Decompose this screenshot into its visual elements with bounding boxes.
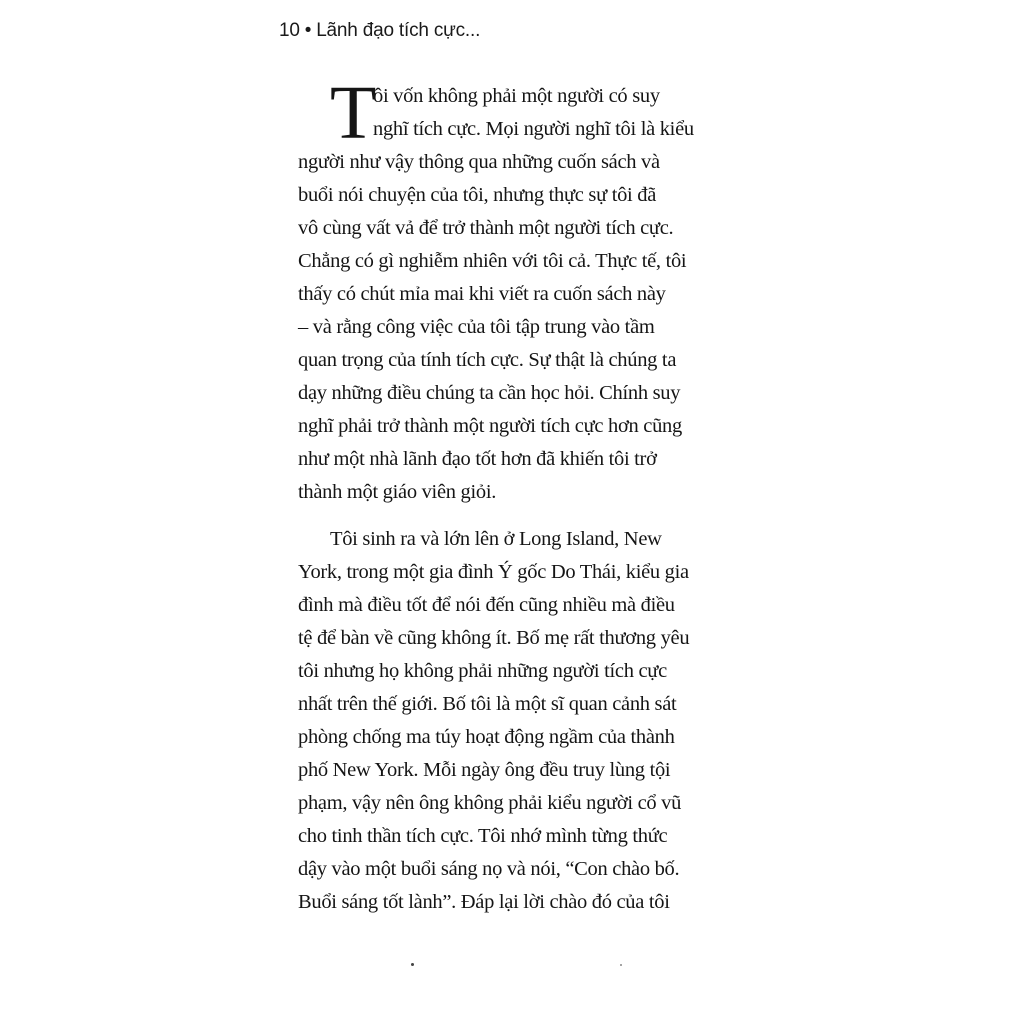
text-line: nghĩ phải trở thành một người tích cực hơn cũng bbox=[298, 415, 682, 437]
text-line: buổi nói chuyện của tôi, nhưng thực sự tôi đã bbox=[298, 184, 657, 206]
text-line: nhất trên thế giới. Bố tôi là một sĩ quan cảnh sát bbox=[298, 693, 677, 715]
text-line: dạy những điều chúng ta cần học hỏi. Chính suy bbox=[298, 382, 681, 404]
text-line: – và rằng công việc của tôi tập trung vào tầm bbox=[298, 316, 655, 338]
text-line: phạm, vậy nên ông không phải kiểu người cổ vũ bbox=[298, 792, 682, 814]
text-line: Tôi sinh ra và lớn lên ở Long Island, New bbox=[330, 528, 662, 550]
running-head bbox=[279, 20, 480, 42]
text-line: thấy có chút mỉa mai khi viết ra cuốn sách này bbox=[298, 283, 666, 305]
page-number: 10 bbox=[279, 20, 300, 41]
scan-speck bbox=[620, 964, 622, 966]
text-line: tôi nhưng họ không phải những người tích cực bbox=[298, 660, 667, 682]
chapter-title: Lãnh đạo tích cực... bbox=[316, 20, 481, 41]
text-line: Chẳng có gì nghiễm nhiên với tôi cả. Thực tế, tôi bbox=[298, 250, 687, 272]
text-line: phố New York. Mỗi ngày ông đều truy lùng tội bbox=[298, 759, 671, 781]
text-line: phòng chống ma túy hoạt động ngầm của thành bbox=[298, 726, 675, 748]
text-line: York, trong một gia đình Ý gốc Do Thái, kiểu gia bbox=[298, 561, 689, 583]
text-line: vô cùng vất vả để trở thành một người tích cực. bbox=[298, 217, 674, 239]
text-line: cho tinh thần tích cực. Tôi nhớ mình từng thức bbox=[298, 825, 668, 847]
text-line: như một nhà lãnh đạo tốt hơn đã khiến tôi trở bbox=[298, 448, 657, 470]
drop-cap: T bbox=[330, 71, 377, 155]
text-line: người như vậy thông qua những cuốn sách và bbox=[298, 151, 660, 173]
text-line: Buổi sáng tốt lành”. Đáp lại lời chào đó của tôi bbox=[298, 891, 670, 913]
text-line: ôi vốn không phải một người có suy bbox=[373, 85, 660, 107]
text-line: nghĩ tích cực. Mọi người nghĩ tôi là kiểu bbox=[373, 118, 694, 140]
text-line: quan trọng của tính tích cực. Sự thật là chúng ta bbox=[298, 349, 677, 371]
scan-speck bbox=[411, 963, 414, 966]
text-line: thành một giáo viên giỏi. bbox=[298, 481, 497, 503]
text-line: đình mà điều tốt để nói đến cũng nhiều mà điều bbox=[298, 594, 675, 616]
text-line: dậy vào một buổi sáng nọ và nói, “Con chào bố. bbox=[298, 858, 680, 880]
text-line: tệ để bàn về cũng không ít. Bố mẹ rất thương yêu bbox=[298, 627, 690, 649]
header-bullet: • bbox=[304, 20, 312, 41]
